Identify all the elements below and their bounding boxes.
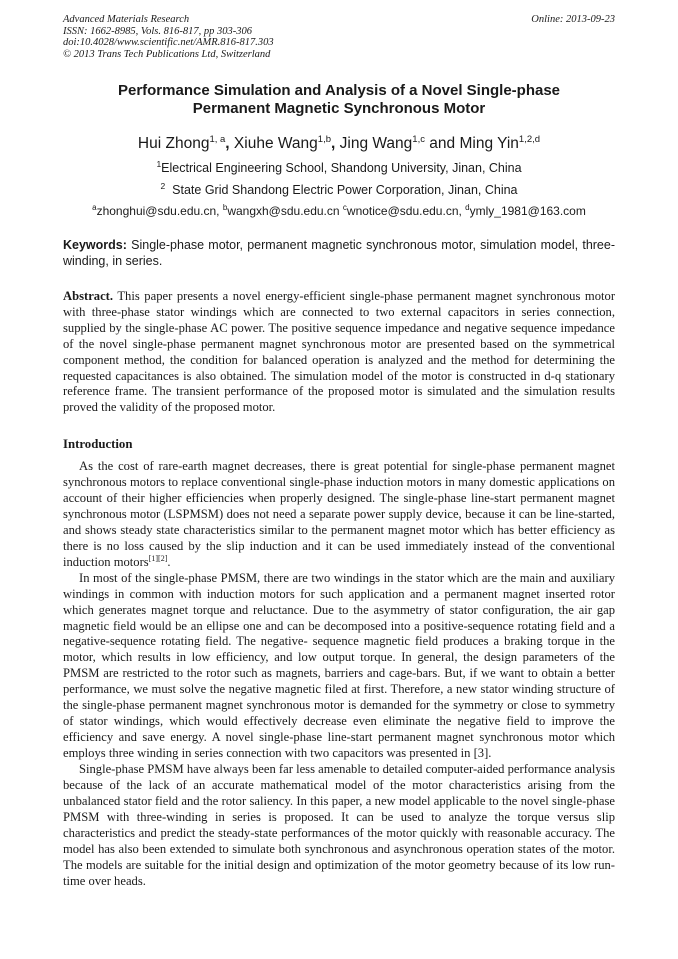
citation-ref[interactable]: [1][2] [148,553,168,563]
title-line-1: Performance Simulation and Analysis of a Novel Single-phase [117,82,561,99]
paragraph: In most of the single-phase PMSM, there are two windings in the stator which are the main and auxiliary windings in common with induction motors for such application and a permanent magnet inserted rotor which generates magnet torque and reluctance. Due to the asymmetry of stator configuration, the air gap magnetic field would be an ellipse one and can be decomposed into a positive-sequence rotating field and a negative-sequence rotating field. The negative- sequence magnetic field produces a braking torque in the motor, which results in low efficiency, and low output torque. In general, the design parameters of the PMSM are restricted to the rotor such as magnets, barriers and cage-bars. But, if we want to obtain a better performance, we must solve the negative magnetic filed at first. Therefore, a new stator winding structure of the single-phase permanent magnet synchronous motor is demanded for the symmetry or close to symmetry of stator windings, which would effectively decrease even eliminate the negative field to improve the efficiency and save energy. A novel single-phase line-start permanent magnet synchronous motor which employs three winding in series connection with two capacitors was presented in [3]. [63,570,615,761]
doi-line: doi:10.4028/www.scientific.net/AMR.816-817.303 [63,37,274,48]
paragraph [63,459,615,571]
author-superscript: 1,2,d [518,134,541,145]
affiliation-text: Electrical Engineering School, Shandong University, Jinan, China [161,161,522,176]
email-list [63,200,615,219]
author-superscript: 1,b [317,134,332,145]
author-separator: , [225,135,234,153]
affiliation-2 [63,178,615,198]
title-line-2: Permanent Magnetic Synchronous Motor [192,100,486,117]
author-separator: and [424,135,460,153]
author-superscript: 1,c [412,134,425,145]
author-list [63,130,615,154]
abstract-text: This paper presents a novel energy-efficient single-phase permanent magnet synchronous motor with three-phase stator windings which are connected to two external capacitors in series connection, supplied by the single-phase AC power. The positive sequence impedance and negative sequence impedance of the novel single-phase permanent magnet synchronous motor are presented based on the symmetrical component method, the condition for balanced operation is analyzed and the method for determining the requested capacitances is also obtained. The simulation model of the motor is constructed in d-q stationary reference frame. The transient performance of the proposed motor is simulated and the simulation results proved the validity of the proposed motor. [63,289,616,415]
online-date: Online: 2013-09-23 [531,14,615,25]
section-heading-introduction: Introduction [63,437,133,451]
publication-header [63,14,615,60]
abstract-section [63,289,615,416]
keywords-text: Single-phase motor, permanent magnetic synchronous motor, simulation model, three-winding, in series. [63,238,615,268]
email-address[interactable]: wangxh@sdu.edu.cn [227,204,343,218]
affiliation-superscript: 1 [156,159,162,169]
email-address[interactable]: zhonghui@sdu.edu.cn, [96,204,223,218]
email-superscript: a [92,203,97,212]
abstract-label: Abstract. [63,289,114,303]
email-superscript: d [465,203,470,212]
copyright-line: © 2013 Trans Tech Publications Ltd, Switzerland [63,48,271,60]
paper-title [63,82,615,118]
introduction-body [63,459,615,890]
email-superscript: b [222,203,228,212]
journal-name: Advanced Materials Research [63,14,190,25]
author-name: Xiuhe Wang [233,135,318,153]
issn-line: ISSN: 1662-8985, Vols. 816-817, pp 303-306 [63,25,252,37]
paragraph-end: . [167,554,171,569]
paragraph-text: As the cost of rare-earth magnet decreases, there is great potential for single-phase permanent magnet synchronous motors to replace conventional single-phase induction motors in many domestic applications on account of their higher efficiencies when properly designed. The single-phase line-start permanent magnet synchronous motor (LSPMSM) does not need a separate power supply device, because it can be line-started, and shows steady state characteristics similar to the permanent magnet motor which has better efficiency as there is no loss caused by the slip induction and it can be used immediately instead of the conventional induction motors [63,459,615,569]
keywords-section [63,237,615,269]
email-address[interactable]: wnotice@sdu.edu.cn, [346,204,466,218]
author-superscript: 1, a [209,134,226,145]
author-name: Ming Yin [459,135,519,153]
paragraph: Single-phase PMSM have always been far less amenable to detailed computer-aided performance analysis because of the lack of an accurate mathematical model of the motor characteristics arising from the unbalanced stator field and the rotor saliency. In this paper, a new model applicable to the novel single-phase PMSM with three-winding in series is proposed. It can be used to analyze the torque versus slip characteristics and predict the steady-state performances of the motor quickly with reasonable accuracy. The model has also been extended to simulate both synchronous and asynchronous operation states of the motor. The models are suitable for the initial design and optimization of the motor geometry because of its low run-time over heads. [63,762,615,888]
email-superscript: c [342,203,347,212]
author-separator: , [331,135,340,153]
author-name: Hui Zhong [137,135,210,153]
affiliation-superscript: 2 [160,181,166,191]
email-address[interactable]: ymly_1981@163.com [469,204,586,218]
keywords-label: Keywords: [63,238,127,252]
author-name: Jing Wang [339,135,413,153]
affiliation-1 [63,156,615,176]
affiliation-text: State Grid Shandong Electric Power Corporation, Jinan, China [172,183,518,198]
